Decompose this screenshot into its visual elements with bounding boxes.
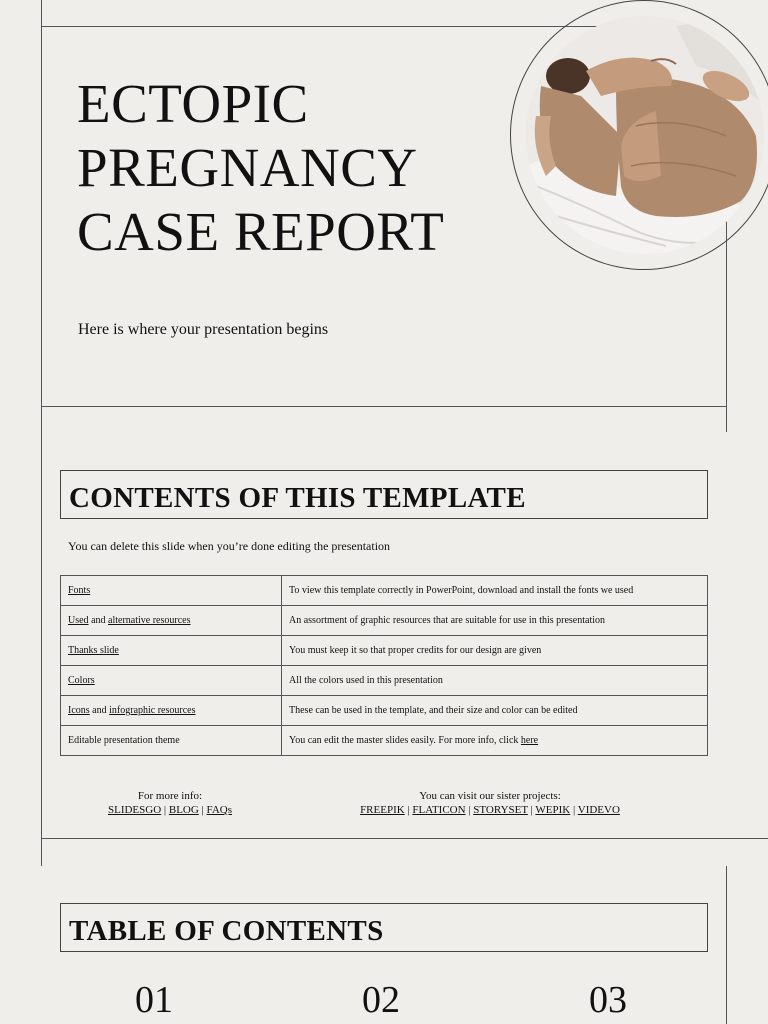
resource-description-cell [282,726,708,756]
sister-projects-block [330,789,650,817]
resource-text: Editable presentation theme [68,735,180,746]
link-separator: | [527,804,536,816]
link-separator: | [570,804,578,816]
resource-link[interactable]: here [520,735,539,746]
resource-name-cell [61,666,282,696]
resource-link[interactable]: alternative resources [108,615,191,626]
link-separator: | [198,804,207,816]
table-row [61,576,708,606]
table-row [61,636,708,666]
resource-text: You can edit the master slides easily. For more info, click [289,735,521,746]
more-info-label: For more info: [137,790,203,802]
sister-project-link[interactable]: WEPIK [535,804,571,816]
slide1-bottom-rule [41,406,727,407]
slide3-right-border [726,866,727,1024]
sister-projects-links [330,803,650,817]
resource-description-cell [282,576,708,606]
resource-text: and [88,615,109,626]
slide1-top-rule [41,26,601,27]
sister-project-link[interactable]: FREEPIK [360,804,405,816]
resource-text: and [89,705,110,716]
page-title [77,72,497,264]
resource-description-cell [282,606,708,636]
resource-name-cell [61,636,282,666]
link-separator: | [161,804,169,816]
resources-table [60,575,708,756]
resource-text: These can be used in the template, and their size and color can be edited [289,705,578,716]
contents-heading: CONTENTS OF THIS TEMPLATE [69,482,526,514]
title-line-3: CASE REPORT [77,201,445,262]
table-row [61,726,708,756]
resource-description-cell [282,636,708,666]
link-separator: | [404,804,413,816]
resource-name-cell [61,696,282,726]
resource-link[interactable]: Fonts [68,585,91,596]
toc-number-02: 02 [362,979,400,1021]
more-info-links [100,803,240,817]
resource-description-cell [282,666,708,696]
resource-text: You must keep it so that proper credits for our design are given [289,645,542,656]
table-row [61,696,708,726]
title-line-1: ECTOPIC [77,73,309,134]
table-row [61,666,708,696]
contents-heading-box [60,470,708,519]
sister-project-link[interactable]: FLATICON [412,804,466,816]
title-line-2: PREGNANCY [77,137,418,198]
resource-name-cell [61,606,282,636]
more-info-link[interactable]: SLIDESGO [107,804,162,816]
resource-text: All the colors used in this presentation [289,675,443,686]
subtitle: Here is where your presentation begins [78,321,329,338]
slide2-bottom-rule [41,838,768,839]
more-info-block [100,789,240,817]
resource-link[interactable]: Used [68,615,89,626]
toc-number-01: 01 [135,979,173,1021]
resource-text: To view this template correctly in PowerPoint, download and install the fonts we used [289,585,634,596]
resource-name-cell [61,726,282,756]
resource-link[interactable]: infographic resources [109,705,196,716]
resource-link[interactable]: Icons [68,705,90,716]
sister-projects-label: You can visit our sister projects: [419,790,561,802]
toc-heading-box [60,903,708,952]
slide1-left-border [41,0,42,406]
more-info-link[interactable]: FAQs [206,804,232,816]
contents-description: You can delete this slide when you’re done editing the presentation [68,539,391,553]
table-row [61,606,708,636]
woman-in-bed-photo [526,16,764,254]
sister-project-link[interactable]: STORYSET [473,804,528,816]
slide2-left-border [41,406,42,866]
resource-text: An assortment of graphic resources that are suitable for use in this presentation [289,615,606,626]
resource-name-cell [61,576,282,606]
resource-link[interactable]: Colors [68,675,95,686]
link-separator: | [465,804,474,816]
more-info-link[interactable]: BLOG [168,804,199,816]
toc-heading: TABLE OF CONTENTS [69,915,384,947]
toc-number-03: 03 [589,979,627,1021]
sister-project-link[interactable]: VIDEVO [577,804,620,816]
resource-description-cell [282,696,708,726]
resource-link[interactable]: Thanks slide [68,645,119,656]
